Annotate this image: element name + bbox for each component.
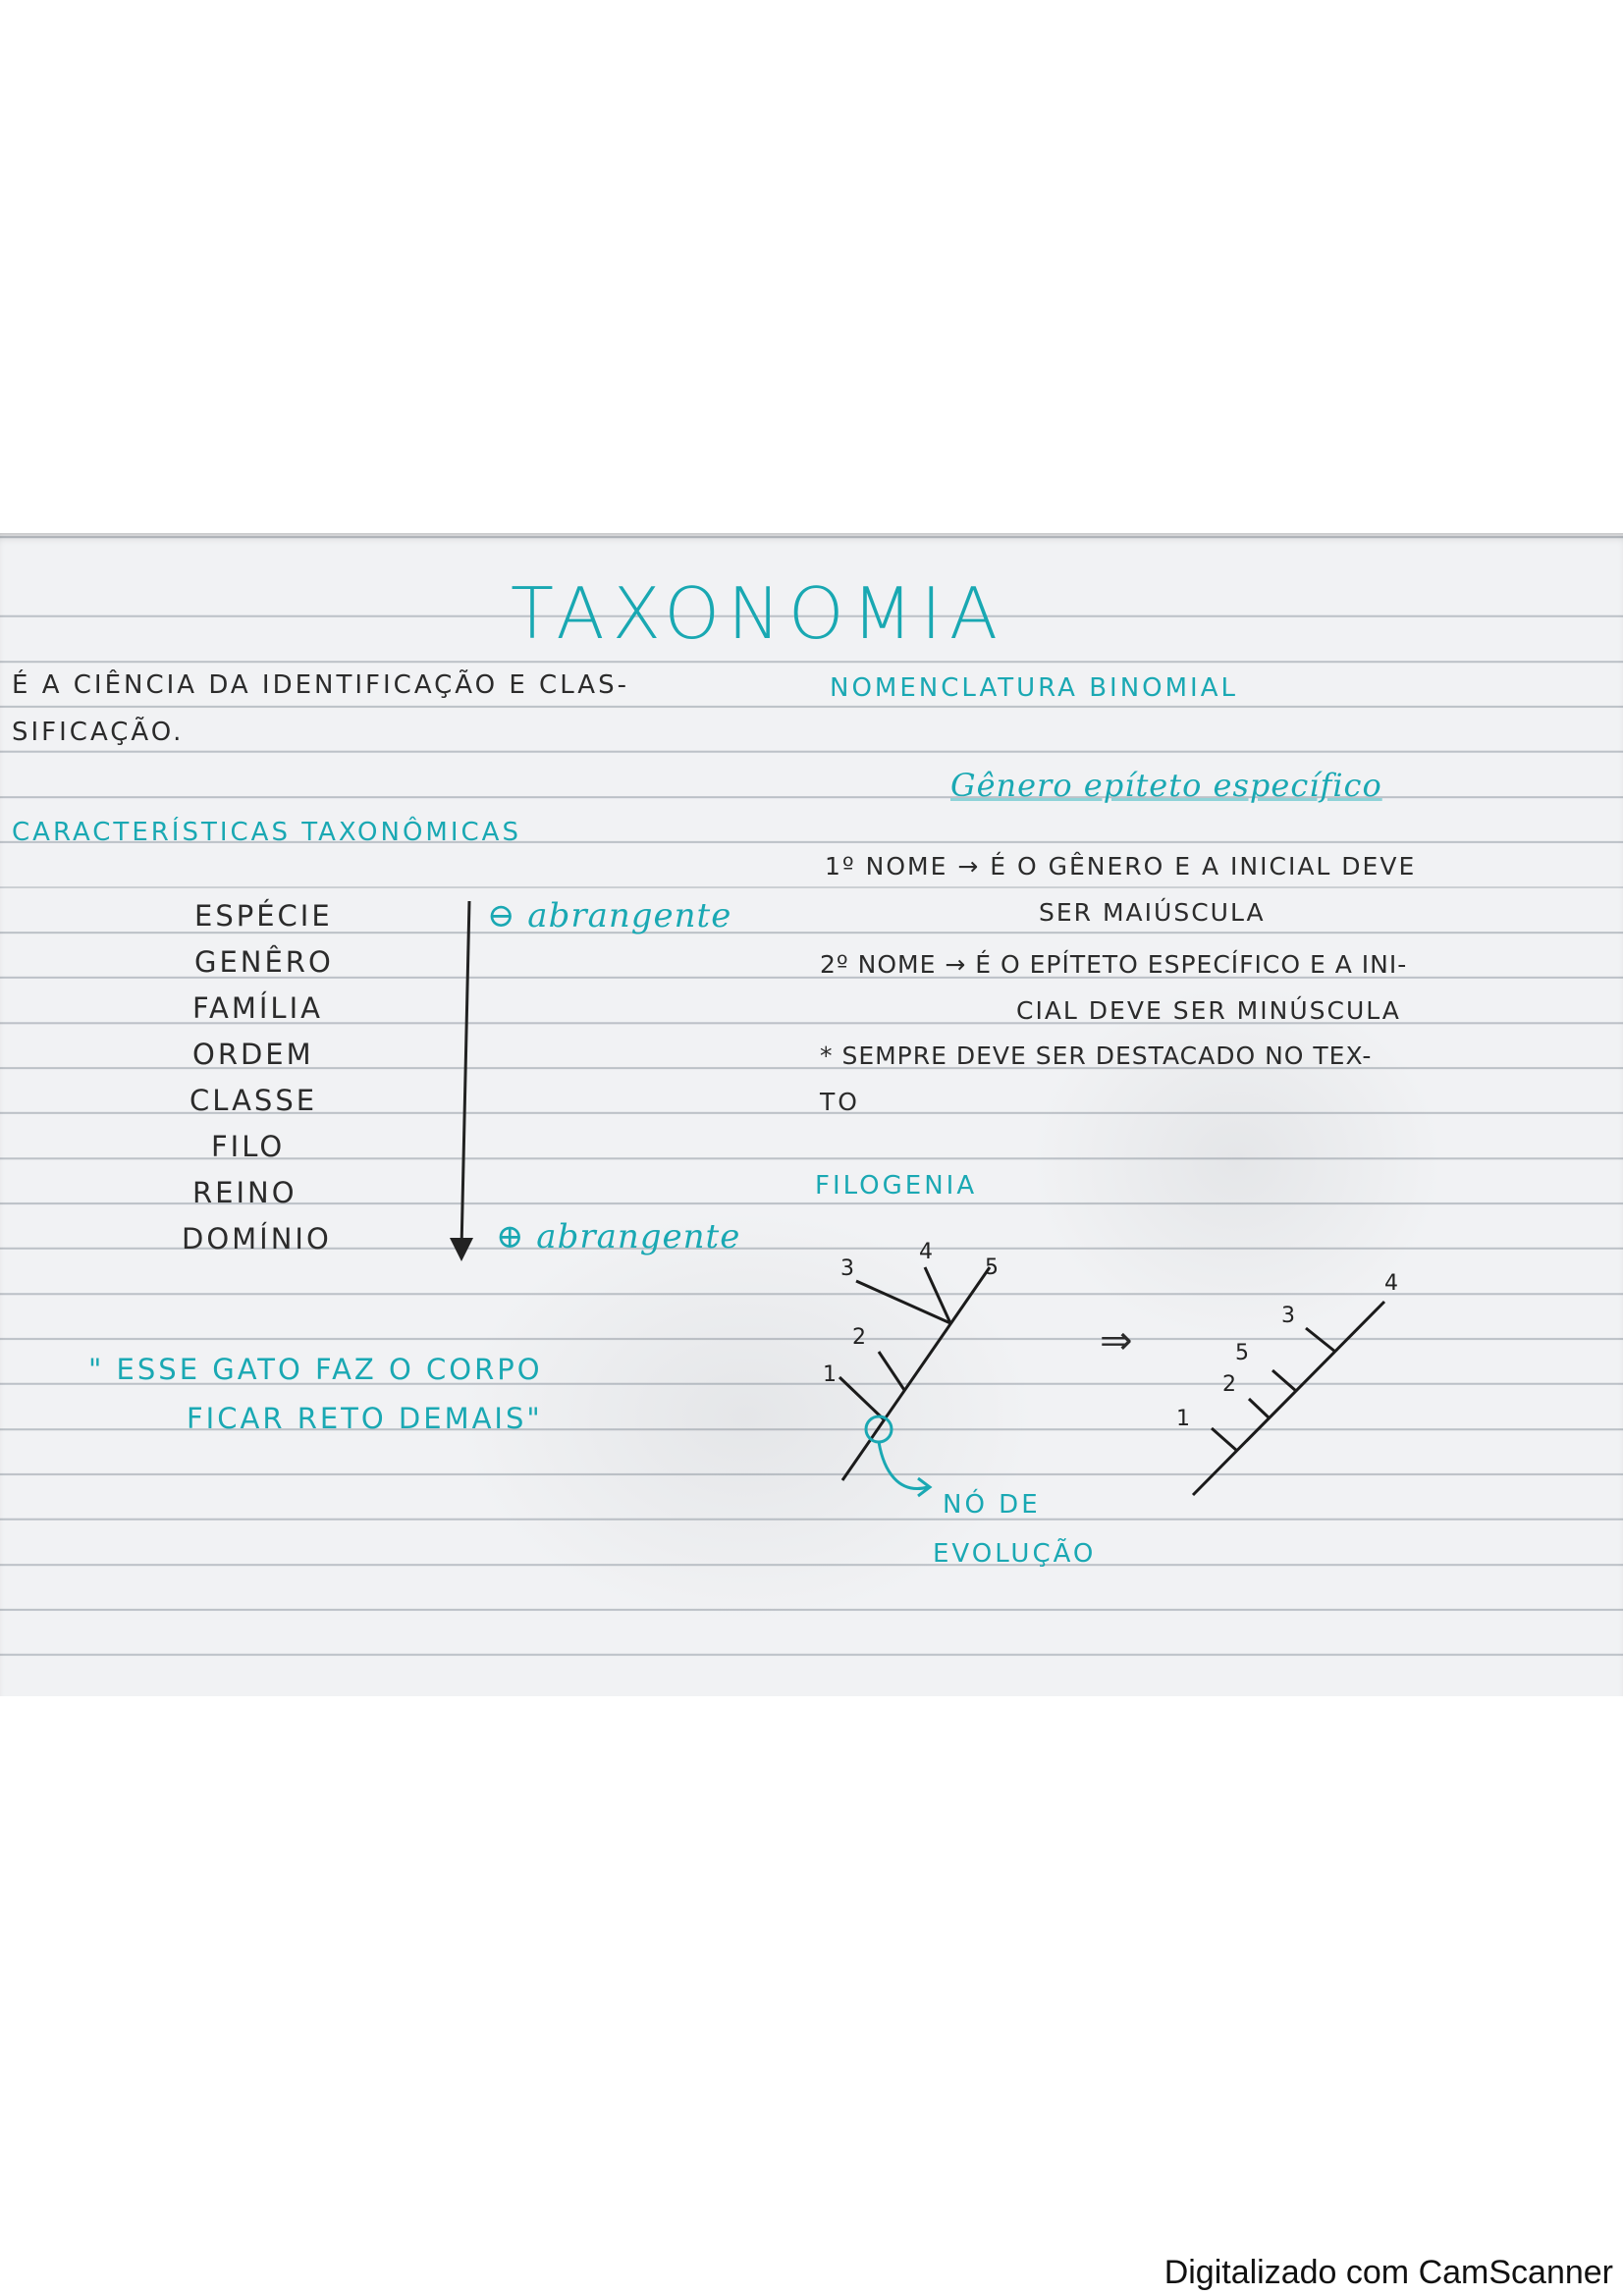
note-line-1: * SEMPRE DEVE SER DESTACADO NO TEX-	[820, 1041, 1373, 1070]
tree2-label: 3	[1281, 1304, 1295, 1328]
tree1-label: 1	[823, 1362, 837, 1387]
mnemonic-line-1: " ESSE GATO FAZ O CORPO	[88, 1353, 543, 1386]
implies-arrow: ⇒	[1100, 1318, 1136, 1363]
tree2-label: 4	[1384, 1271, 1398, 1296]
tree1-label: 2	[852, 1325, 866, 1350]
nomenclature-heading: NOMENCLATURA BINOMIAL	[830, 673, 1238, 703]
rank-arrow-line	[461, 901, 469, 1250]
tree1-label: 4	[919, 1240, 933, 1264]
tree1-branch-2	[879, 1352, 904, 1390]
more-inclusive-label: ⊕ abrangente	[496, 1217, 741, 1256]
node-label-line-1: NÓ DE	[943, 1490, 1041, 1520]
scanner-watermark: Digitalizado com CamScanner	[1163, 2254, 1613, 2291]
rule-1-line-2: SER MAIÚSCULA	[1039, 898, 1266, 927]
rule-2-line-2: CIAL DEVE SER MINÚSCULA	[1016, 996, 1401, 1025]
tree1-branch-3	[856, 1281, 950, 1323]
phylogeny-tree-1	[839, 1267, 990, 1480]
definition-line-1: É A CIÊNCIA DA IDENTIFICAÇÃO E CLAS-	[12, 670, 629, 700]
rank-item: CLASSE	[189, 1084, 318, 1117]
less-inclusive-label: ⊖ abrangente	[487, 896, 732, 935]
tree2-branch-1	[1212, 1428, 1237, 1451]
phylogeny-heading: FILOGENIA	[815, 1171, 978, 1201]
rank-item: REINO	[192, 1176, 298, 1209]
rank-item: FILO	[211, 1130, 286, 1163]
characteristics-heading: CARACTERÍSTICAS TAXONÔMICAS	[12, 818, 521, 847]
rule-2-line-1: 2º NOME → É O EPÍTETO ESPECÍFICO E A INI-	[820, 950, 1408, 979]
node-label-line-2: EVOLUÇÃO	[933, 1539, 1097, 1569]
rank-item: GENÊRO	[194, 945, 334, 979]
tree1-trunk	[842, 1267, 990, 1480]
phylogeny-tree-2	[1193, 1302, 1384, 1495]
rule-1-line-1: 1º NOME → É O GÊNERO E A INICIAL DEVE	[825, 852, 1417, 881]
mnemonic-line-2: FICAR RETO DEMAIS"	[187, 1402, 543, 1435]
notebook-page	[0, 533, 1623, 1696]
tree1-branch-1	[839, 1377, 884, 1419]
rank-item: FAMÍLIA	[192, 991, 323, 1025]
tree2-branch-5	[1272, 1370, 1296, 1391]
tree2-trunk	[1193, 1302, 1384, 1495]
arrow-down-icon	[450, 1238, 473, 1261]
tree1-label: 3	[840, 1256, 854, 1281]
tree2-label: 2	[1222, 1372, 1236, 1397]
tree2-branch-2	[1249, 1399, 1270, 1418]
tree2-label: 5	[1235, 1341, 1249, 1365]
definition-line-2: SIFICAÇÃO.	[12, 718, 185, 747]
rank-item: ESPÉCIE	[194, 899, 333, 933]
nomenclature-subtitle: Gênero epíteto específico	[950, 767, 1382, 804]
page-title: TAXONOMIA	[511, 572, 1006, 655]
drawings	[0, 533, 1623, 1696]
rank-item: DOMÍNIO	[182, 1222, 332, 1255]
tree2-label: 1	[1176, 1407, 1190, 1431]
tree2-branch-3	[1306, 1328, 1335, 1352]
tree1-label: 5	[985, 1255, 999, 1280]
note-line-2: TO	[820, 1088, 860, 1116]
rank-item: ORDEM	[192, 1038, 314, 1071]
